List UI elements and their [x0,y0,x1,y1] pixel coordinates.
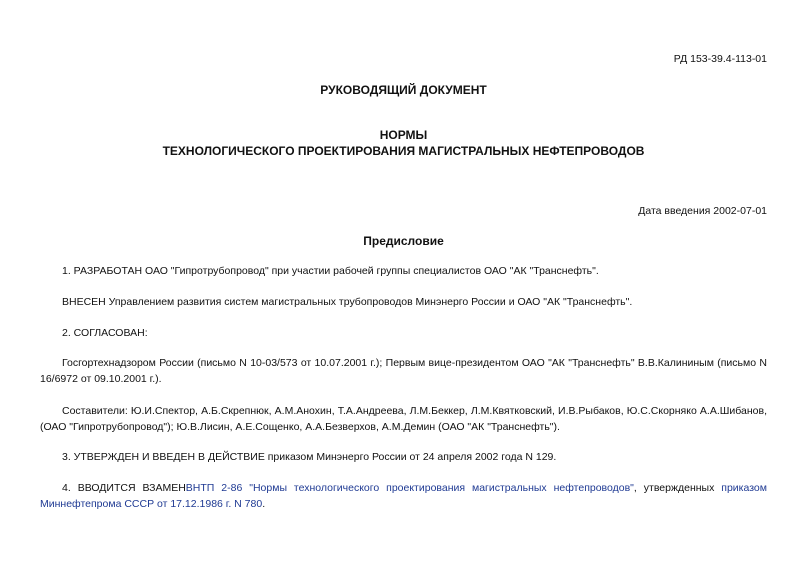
preface-paragraph-2: ВНЕСЕН Управлением развития систем магистральных трубопроводов Минэнерго России и ОАО "АК "Транснефть". [62,296,633,308]
preface-paragraph-3: 2. СОГЛАСОВАН: [62,327,148,339]
document-type-heading: РУКОВОДЯЩИЙ ДОКУМЕНТ [320,83,487,97]
preface-heading: Предисловие [363,234,444,248]
introduction-date: Дата введения 2002-07-01 [638,205,767,217]
preface-paragraph-6: 3. УТВЕРЖДЕН И ВВЕДЕН В ДЕЙСТВИЕ приказом Минэнерго России от 24 апреля 2002 года N 129. [62,451,557,463]
order-link[interactable]: приказом Миннефтепрома СССР от 17.12.1986 г. N 780 [40,482,767,510]
replacement-end: . [262,498,266,510]
document-code: РД 153-39.4-113-01 [673,53,767,65]
title-line-2: ТЕХНОЛОГИЧЕСКОГО ПРОЕКТИРОВАНИЯ МАГИСТРАЛЬНЫХ НЕФТЕПРОВОДОВ [162,144,645,158]
preface-paragraph-4: Госгортехнадзором России (письмо N 10-03/573 от 10.07.2001 г.); Первым вице-президентом ОАО "АК "Транснефть" В.В.Калининым (письмо N 16/6972 от 09.10.2001 г.). [40,357,767,385]
preface-paragraph-5: Составители: Ю.И.Спектор, А.Б.Скрепнюк, А.М.Анохин, Т.А.Андреева, Л.М.Беккер, Л.М.Квятковский, И.В.Рыбаков, Ю.С.Скорняко А.А.Шибанов, (ОАО "Гипротрубопровод"); Ю.В.Лисин, А.Е.Сощенко, А.А.Безверхов, А.М.Демин (ОАО "АК "Транснефть"). [40,405,767,433]
replacement-prefix: 4. ВВОДИТСЯ ВЗАМЕН [62,482,186,494]
replacement-mid-text: , утвержденных [633,482,715,494]
preface-paragraph-7 [40,480,767,512]
document-title [0,127,807,159]
title-line-1: НОРМЫ [379,128,428,142]
vntp-link[interactable]: ВНТП 2-86 "Нормы технологического проектирования магистральных нефтепроводов" [185,482,634,494]
preface-paragraph-1: 1. РАЗРАБОТАН ОАО "Гипротрубопровод" при участии рабочей группы специалистов ОАО "АК "Транснефть". [62,265,599,277]
